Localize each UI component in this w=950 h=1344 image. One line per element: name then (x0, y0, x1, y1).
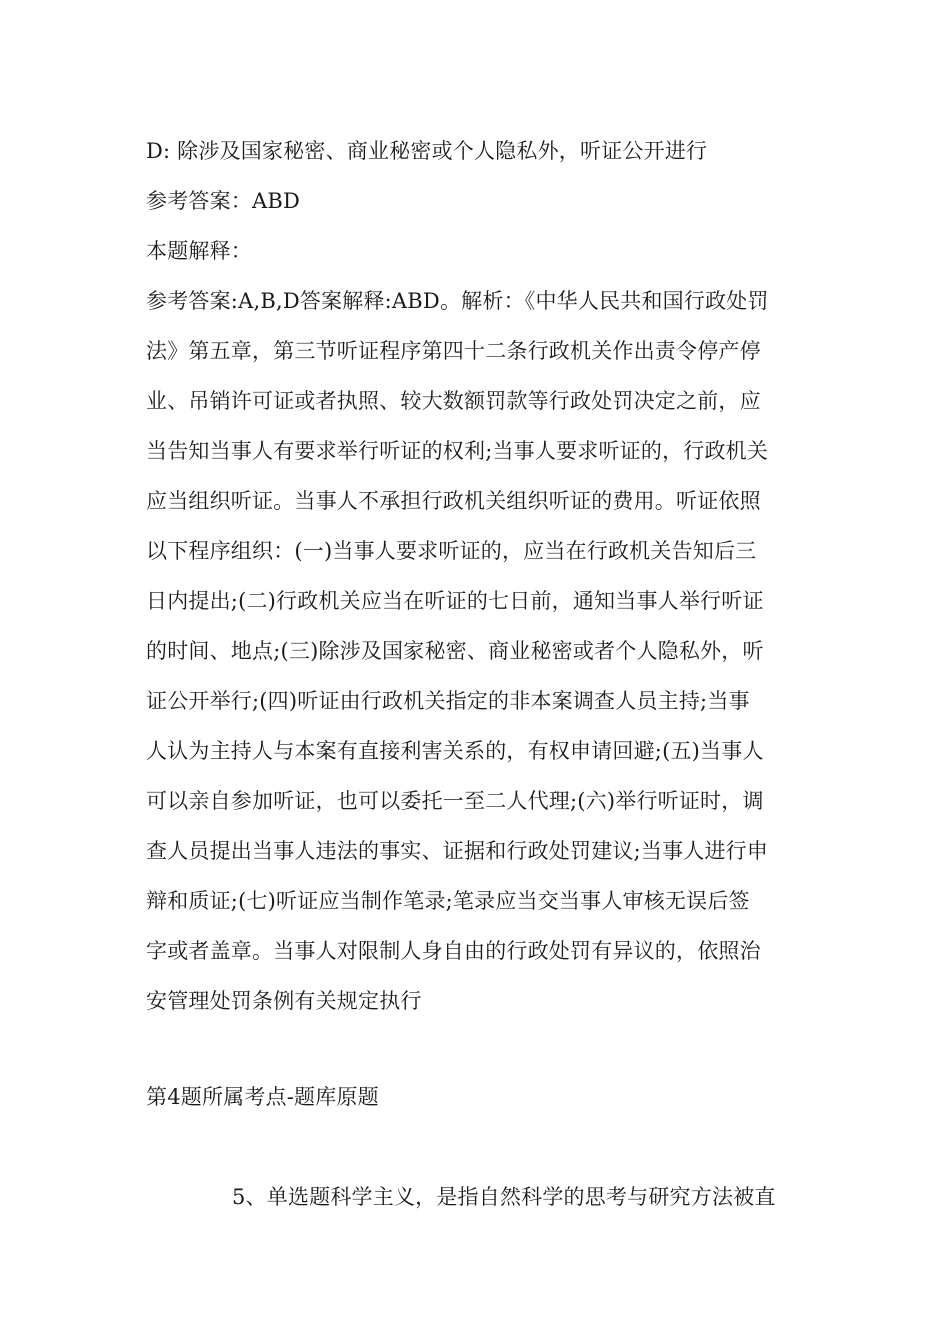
explanation-line: 安管理处罚条例有关规定执行 (146, 989, 422, 1013)
explanation-line: 业、吊销许可证或者执照、较大数额罚款等行政处罚决定之前，应 (146, 389, 761, 413)
answer-label: 参考答案：ABD (146, 189, 301, 213)
explanation-line: 日内提出;(二)行政机关应当在听证的七日前，通知当事人举行听证 (146, 589, 764, 613)
explanation-line: 的时间、地点;(三)除涉及国家秘密、商业秘密或者个人隐私外，听 (146, 639, 764, 663)
knowledge-point: 第4题所属考点-题库原题 (146, 1085, 379, 1109)
option-d: D: 除涉及国家秘密、商业秘密或个人隐私外，听证公开进行 (146, 139, 708, 163)
explanation-line: 以下程序组织：(一)当事人要求听证的，应当在行政机关告知后三 (146, 539, 757, 563)
explanation-line: 查人员提出当事人违法的事实、证据和行政处罚建议;当事人进行申 (146, 839, 769, 863)
explanation-line: 字或者盖章。当事人对限制人身自由的行政处罚有异议的，依照治 (146, 939, 761, 963)
explanation-line: 辩和质证;(七)听证应当制作笔录;笔录应当交当事人审核无误后签 (146, 889, 750, 913)
explanation-line: 参考答案:A,B,D答案解释:ABD。解析：《中华人民共和国行政处罚 (146, 289, 769, 313)
explanation-line: 人认为主持人与本案有直接利害关系的，有权申请回避;(五)当事人 (146, 739, 764, 763)
explanation-heading: 本题解释： (146, 239, 252, 263)
next-question-stem: 5、单选题科学主义，是指自然科学的思考与研究方法被直 (232, 1185, 776, 1209)
explanation-line: 应当组织听证。当事人不承担行政机关组织听证的费用。听证依照 (146, 489, 761, 513)
explanation-line: 法》第五章，第三节听证程序第四十二条行政机关作出责令停产停 (146, 339, 761, 363)
explanation-line: 证公开举行;(四)听证由行政机关指定的非本案调查人员主持;当事 (146, 689, 750, 713)
explanation-line: 当告知当事人有要求举行听证的权利;当事人要求听证的，行政机关 (146, 439, 769, 463)
explanation-line: 可以亲自参加听证，也可以委托一至二人代理;(六)举行听证时，调 (146, 789, 764, 813)
